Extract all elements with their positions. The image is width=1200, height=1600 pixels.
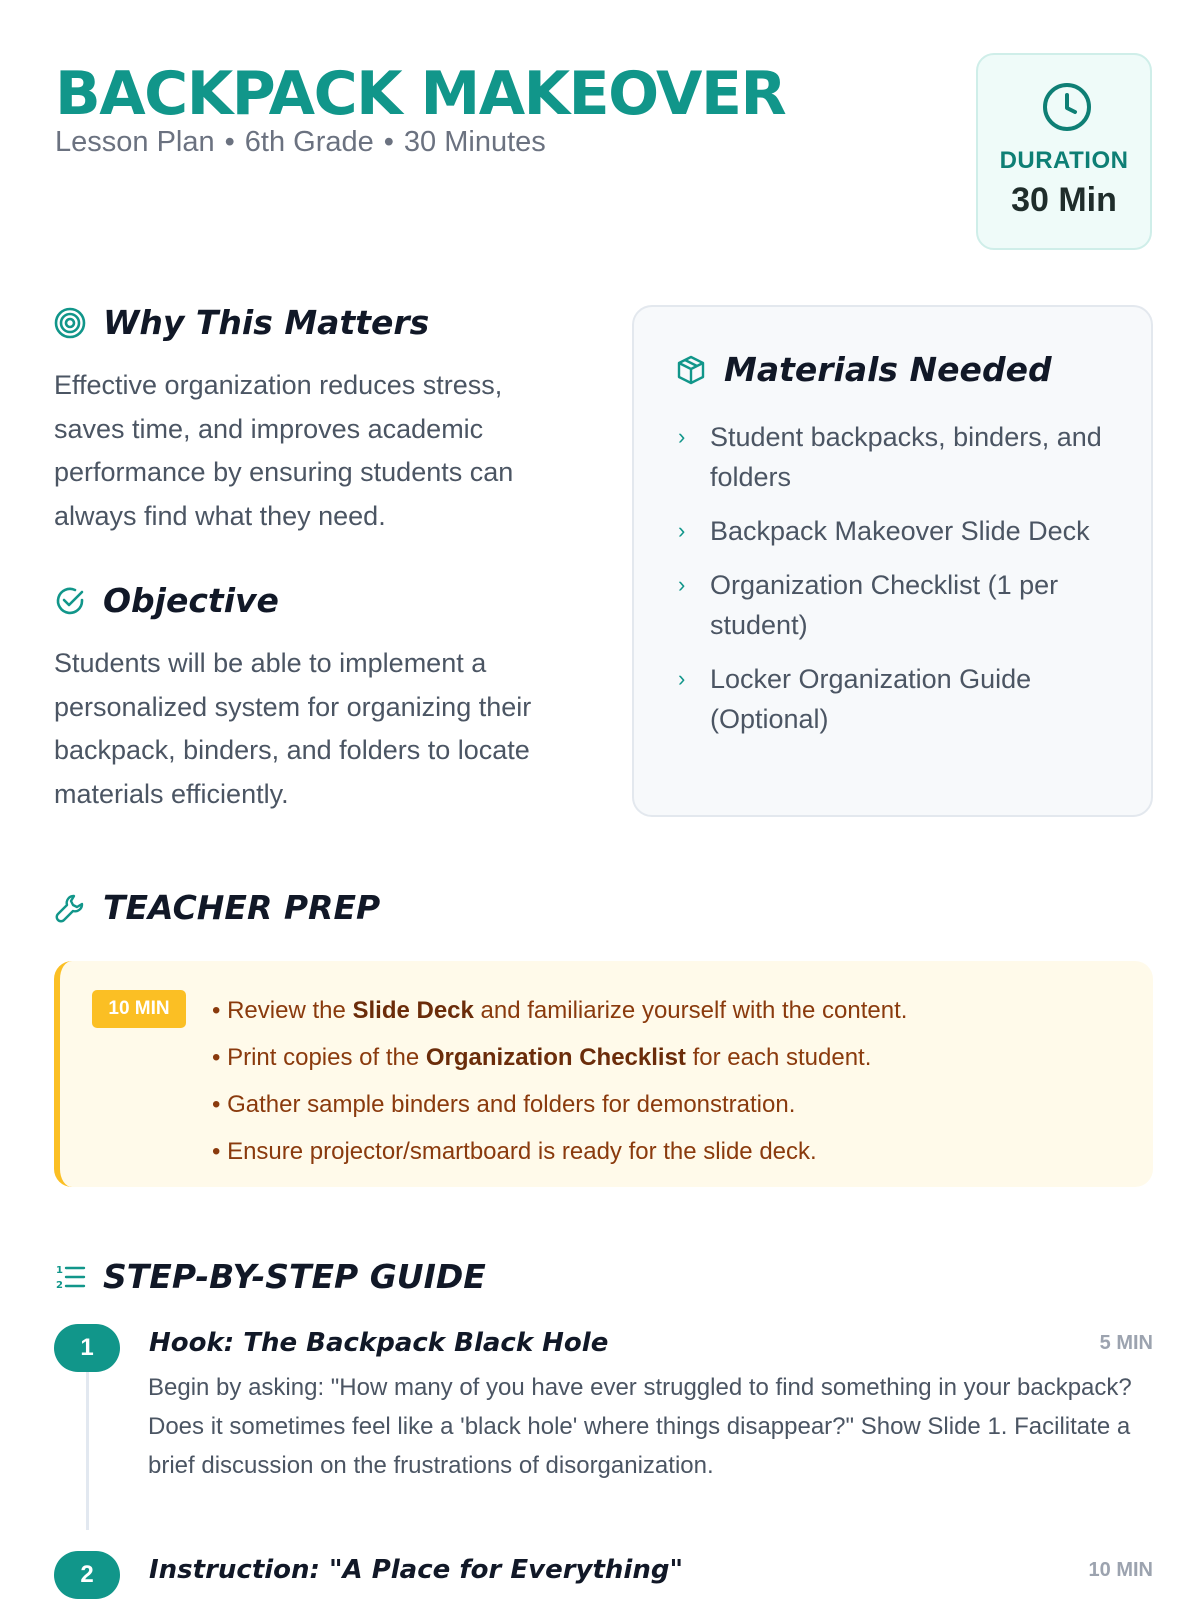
- objective-heading-label: Objective: [103, 581, 279, 620]
- why-text: Effective organization reduces stress, saves time, and improves academic performance by ensuring students can always find what they need.: [54, 370, 514, 531]
- duration-card: [976, 53, 1152, 250]
- chevron-right-icon: ›: [678, 572, 686, 597]
- subtitle-separator: •: [224, 126, 235, 158]
- check-circle-icon: [53, 584, 87, 618]
- chevron-right-icon: ›: [678, 424, 686, 449]
- material-label: Student backpacks, binders, and folders: [710, 422, 1102, 492]
- package-icon: [674, 353, 708, 387]
- prep-item-text: for each student.: [685, 1044, 872, 1071]
- list-item: • Review the Slide Deck and familiarize yourself with the content.: [212, 997, 908, 1024]
- materials-heading-label: Materials Needed: [724, 350, 1052, 389]
- list-item: • Print copies of the Organization Checklist for each student.: [212, 1044, 872, 1071]
- materials-heading: [674, 350, 1052, 389]
- prep-item-text: Review the: [227, 997, 353, 1024]
- material-label: Organization Checklist (1 per student): [710, 570, 1059, 640]
- clock-icon: [1041, 81, 1093, 133]
- lesson-header: [55, 50, 1155, 260]
- teacher-prep-label: TEACHER PREP: [103, 888, 381, 927]
- svg-text:2: 2: [56, 1279, 63, 1291]
- teacher-prep-card: [54, 961, 1153, 1187]
- chevron-right-icon: ›: [678, 518, 686, 543]
- lesson-subtitle: [55, 126, 546, 159]
- duration-label: DURATION: [999, 147, 1129, 174]
- duration-value: 30 Min: [1011, 181, 1117, 219]
- materials-list: [674, 417, 1124, 753]
- subtitle-separator: •: [383, 126, 394, 158]
- objective-heading: [53, 581, 279, 620]
- list-item: • Ensure projector/smartboard is ready for the slide deck.: [212, 1138, 817, 1165]
- subtitle-type: Lesson Plan: [55, 126, 215, 158]
- numbered-list-icon: [53, 1260, 87, 1294]
- wrench-icon: [53, 891, 87, 925]
- svg-text:1: 1: [56, 1264, 63, 1276]
- step-number-badge: 1: [54, 1324, 120, 1372]
- subtitle-grade: 6th Grade: [244, 126, 374, 158]
- target-icon: [53, 306, 87, 340]
- step-description: Begin by asking: "How many of you have ever struggled to find something in your backpack? Does it sometimes feel like a 'black hole' where things disappear?" Show Slide 1. Facilitate a brief discussion on the frustrations of disorganization.: [148, 1374, 1132, 1479]
- subtitle-length: 30 Minutes: [403, 126, 546, 158]
- why-heading-label: Why This Matters: [103, 303, 430, 342]
- step-time: 10 MIN: [1088, 1559, 1153, 1581]
- list-item: • Gather sample binders and folders for demonstration.: [212, 1091, 796, 1118]
- materials-card: [632, 305, 1153, 817]
- chevron-right-icon: ›: [678, 666, 686, 691]
- list-item: [674, 511, 1124, 551]
- why-heading: [53, 303, 429, 342]
- objective-text: Students will be able to implement a personalized system for organizing their backpack, binders, and folders to locate materials efficiently.: [54, 648, 532, 809]
- prep-time-badge: 10 MIN: [92, 990, 186, 1028]
- list-item: [674, 659, 1124, 739]
- list-item: [674, 565, 1124, 645]
- prep-item-text: Print copies of the: [227, 1044, 426, 1071]
- step-number-badge: 2: [54, 1551, 120, 1599]
- prep-list: [212, 987, 907, 1175]
- step-title: Hook: The Backpack Black Hole: [149, 1328, 609, 1358]
- teacher-prep-heading: [53, 888, 380, 927]
- step-title: Instruction: "A Place for Everything": [149, 1555, 684, 1585]
- prep-item-emphasis: Slide Deck: [352, 997, 474, 1024]
- prep-item-text: and familiarize yourself with the content.: [473, 997, 908, 1024]
- guide-heading-label: STEP-BY-STEP GUIDE: [103, 1257, 486, 1296]
- material-label: Locker Organization Guide (Optional): [710, 664, 1032, 734]
- prep-item-emphasis: Organization Checklist: [425, 1044, 686, 1071]
- list-item: [674, 417, 1124, 497]
- material-label: Backpack Makeover Slide Deck: [710, 516, 1090, 546]
- step-time: 5 MIN: [1099, 1332, 1153, 1354]
- prep-item-text: Ensure projector/smartboard is ready for the slide deck.: [227, 1138, 817, 1165]
- page-title: BACKPACK MAKEOVER: [55, 59, 786, 129]
- guide-heading: [53, 1257, 486, 1296]
- prep-item-text: Gather sample binders and folders for demonstration.: [227, 1091, 796, 1118]
- timeline-connector: [86, 1350, 89, 1530]
